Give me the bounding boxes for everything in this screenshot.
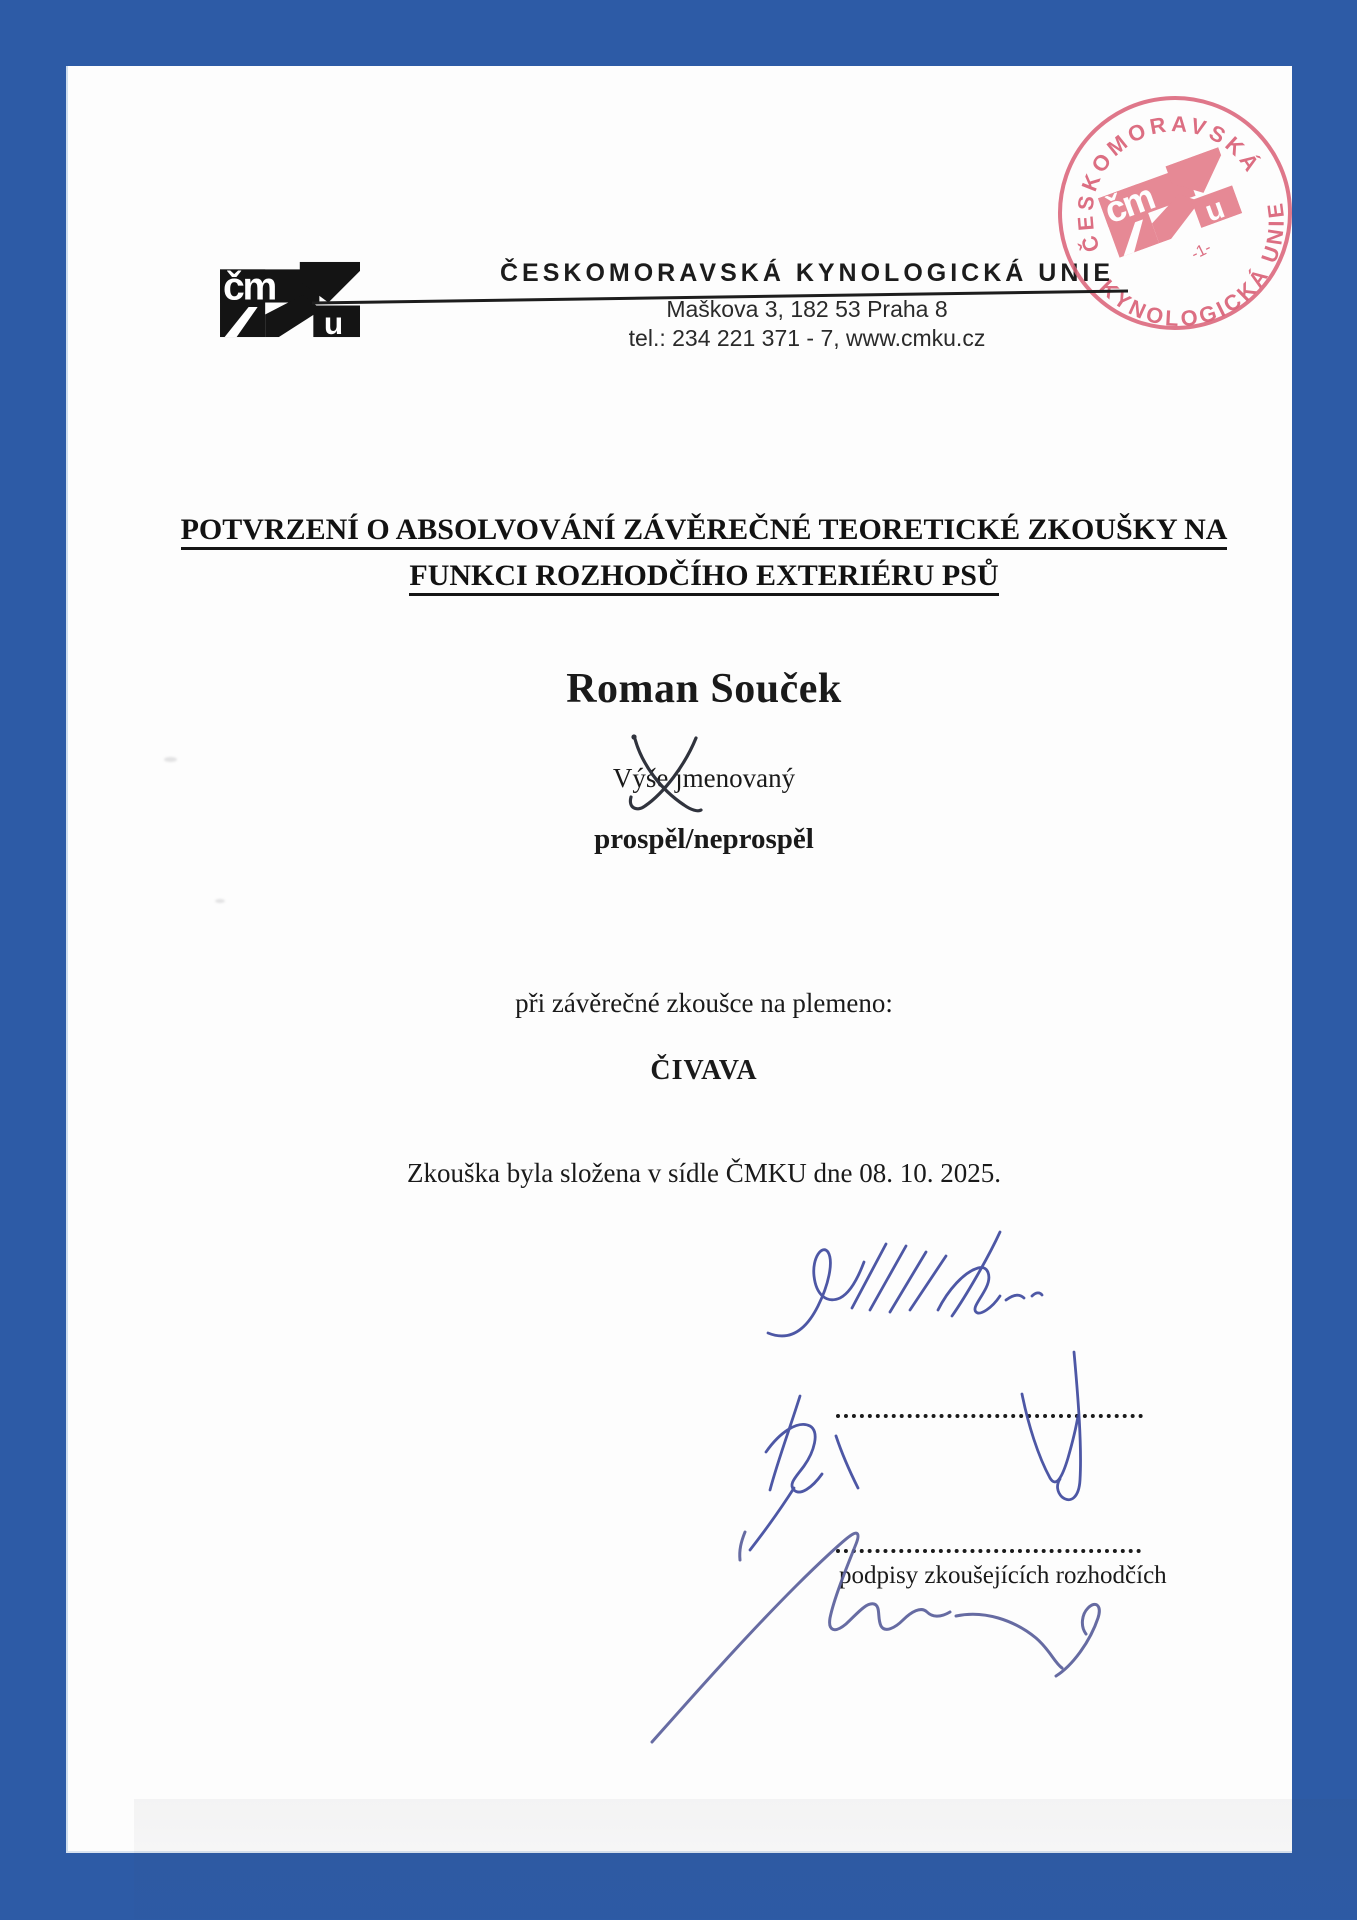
signature-line-2	[836, 1549, 1141, 1553]
stamp-center-logo	[1096, 147, 1244, 261]
title-line-1: POTVRZENÍ O ABSOLVOVÁNÍ ZÁVĚREČNÉ TEORETICKÉ ZKOUŠKY NA	[181, 513, 1228, 550]
stamp-center-mark: -1-	[1188, 238, 1214, 264]
document-title	[134, 507, 1274, 599]
cmku-logo	[217, 261, 360, 338]
exam-statement: Zkouška byla složena v sídle ČMKU dne 08. 10. 2025.	[407, 1158, 1001, 1188]
round-stamp	[1037, 75, 1313, 351]
scan-speck	[164, 757, 177, 762]
stamp-arc-bottom-text: KYNOLOGICKÁ UNIE	[1094, 198, 1289, 332]
exam-intro: při závěrečné zkoušce na plemeno:	[515, 988, 893, 1018]
scan-shadow	[134, 1799, 1357, 1919]
org-contact: tel.: 234 221 371 - 7, www.cmku.cz	[628, 325, 986, 351]
signature-line-1	[836, 1414, 1143, 1418]
candidate-name: Roman Souček	[566, 666, 842, 712]
org-name: ČESKOMORAVSKÁ KYNOLOGICKÁ UNIE	[499, 259, 1114, 287]
title-line-2: FUNKCI ROZHODČÍHO EXTERIÉRU PSŮ	[409, 559, 998, 596]
signatures-caption: podpisy zkoušejících rozhodčích	[839, 1562, 1167, 1589]
scan-speck	[215, 899, 225, 903]
above-named-label: Výše jmenovaný	[612, 763, 796, 793]
breed-name: ČIVAVA	[650, 1055, 758, 1086]
stamp-arc-top-text: ČESKOMORAVSKÁ	[1072, 111, 1267, 256]
result-options: prospěl/neprospěl	[594, 823, 814, 855]
org-address: Maškova 3, 182 53 Praha 8	[666, 296, 948, 322]
